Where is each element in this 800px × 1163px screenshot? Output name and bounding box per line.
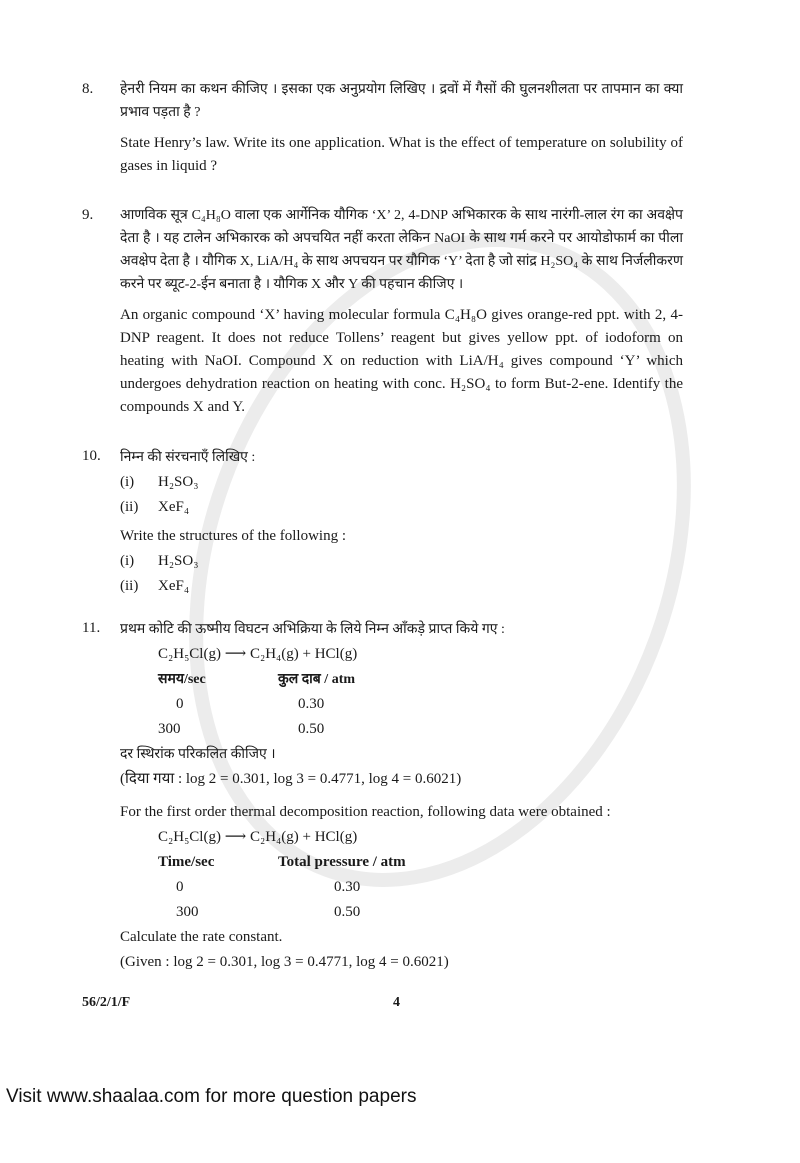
table-header: समय/sec <box>158 672 206 687</box>
question-10 <box>82 445 683 599</box>
item-formula: H₂SO₃ <box>158 553 199 569</box>
question-text-hindi: हेनरी नियम का कथन कीजिए । इसका एक अनुप्रयोग लिखिए । द्रवों में गैसों की घुलनशीलता पर तापमान का क्या प्रभाव पड़ता है ? <box>120 82 683 120</box>
table-cell: 0.30 <box>298 696 325 712</box>
item-label: (ii) <box>120 499 139 515</box>
item-label: (i) <box>120 474 135 490</box>
reaction-equation: C₂H₅Cl(g) ⟶ C₂H₄(g) + HCl(g) <box>158 646 358 662</box>
question-9 <box>82 204 683 427</box>
task-text-english: Calculate the rate constant. <box>120 929 283 945</box>
table-cell: 0.30 <box>334 879 361 895</box>
question-text-english: For the first order thermal decomposition reaction, following data were obtained : <box>120 804 611 820</box>
table-cell: 0 <box>176 696 184 712</box>
question-text-english: Write the structures of the following : <box>120 528 347 544</box>
data-table-english <box>120 850 683 925</box>
table-cell: 0 <box>176 879 184 895</box>
question-number: 10. <box>82 448 101 464</box>
question-number: 8. <box>82 81 94 97</box>
page-number: 4 <box>393 995 400 1010</box>
question-text-english: An organic compound ‘X’ having molecular formula C₄H₈O gives orange-red ppt. with 2, 4-DNP reagent. It does not reduce Tollens’ reagent but gives yellow ppt. of iodoform on heating with NaOI. Compound X on reduction with LiA/H₄ gives compound ‘Y’ which undergoes dehydration reaction on heating with conc. H₂SO₄ to form But-2-ene. Identify the compounds X and Y. <box>120 307 683 415</box>
question-number: 9. <box>82 207 94 223</box>
item-formula: XeF₄ <box>158 578 190 594</box>
table-cell: 0.50 <box>334 904 361 920</box>
table-header: कुल दाब / atm <box>278 672 356 687</box>
question-number: 11. <box>82 620 101 636</box>
reaction-equation: C₂H₅Cl(g) ⟶ C₂H₄(g) + HCl(g) <box>158 829 358 845</box>
question-text-hindi: आणविक सूत्र C₄H₈O वाला एक आर्गेनिक यौगिक ‘X’ 2, 4-DNP अभिकारक के साथ नारंगी-लाल रंग का अवक्षेप देता है । यह टालेन अभिकारक को अपचयित नहीं करता लेकिन NaOI के साथ गर्म करने पर आयोडोफार्म का पीला अवक्षेप देता है । यौगिक X, LiA/H₄ के साथ अपचयन पर यौगिक ‘Y’ देता है जो सांद्र H₂SO₄ के साथ निर्जलीकरण करने पर ब्यूट-2-ईन बनाता है । यौगिक X और Y की पहचान कीजिए । <box>120 208 683 292</box>
page-footer <box>82 993 683 1013</box>
item-formula: H₂SO₃ <box>158 474 199 490</box>
question-text-english: State Henry’s law. Write its one application. What is the effect of temperature on solubility of gases in liquid ? <box>120 135 683 174</box>
table-cell: 0.50 <box>298 721 325 737</box>
given-text-english: (Given : log 2 = 0.301, log 3 = 0.4771, log 4 = 0.6021) <box>120 954 449 970</box>
question-text-hindi: प्रथम कोटि की ऊष्मीय विघटन अभिक्रिया के लिये निम्न आँकड़े प्राप्त किये गए : <box>120 622 505 637</box>
table-cell: 300 <box>176 904 199 920</box>
visit-link[interactable]: Visit www.shaalaa.com for more question papers <box>6 1086 417 1107</box>
table-header: Total pressure / atm <box>278 854 406 870</box>
question-text-hindi: निम्न की संरचनाएँ लिखिए : <box>120 450 256 465</box>
question-11 <box>82 617 683 975</box>
data-table-hindi <box>120 667 683 742</box>
given-text-hindi: (दिया गया : log 2 = 0.301, log 3 = 0.4771, log 4 = 0.6021) <box>120 771 462 787</box>
paper-code: 56/2/1/F <box>82 995 131 1010</box>
item-label: (i) <box>120 553 135 569</box>
table-header: Time/sec <box>158 854 215 870</box>
table-cell: 300 <box>158 721 181 737</box>
item-label: (ii) <box>120 578 139 594</box>
task-text-hindi: दर स्थिरांक परिकलित कीजिए । <box>120 747 276 762</box>
item-formula: XeF₄ <box>158 499 190 515</box>
question-8 <box>82 78 683 186</box>
